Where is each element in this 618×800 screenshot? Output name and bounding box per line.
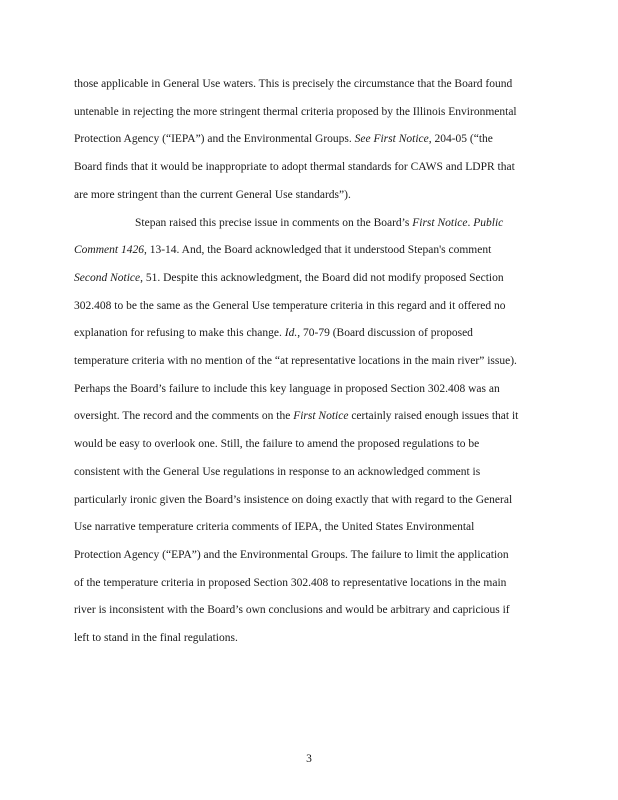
text-line <box>74 354 517 368</box>
text-segment: Stepan raised this precise issue in comments on the Board’s <box>135 217 413 229</box>
text-segment: untenable in rejecting the more stringent thermal criteria proposed by the Illinois Environmental <box>74 106 517 118</box>
text-line <box>74 271 504 285</box>
text-segment: . <box>467 217 474 229</box>
text-line <box>74 326 473 340</box>
text-line <box>74 493 512 507</box>
text-segment: , 51. Despite this acknowledgment, the Board did not modify proposed Section <box>140 272 504 284</box>
text-segment: explanation for refusing to make this change. <box>74 327 285 339</box>
italic-segment: Id. <box>284 327 298 339</box>
text-segment: , 204-05 (“the <box>428 133 493 145</box>
text-line <box>74 160 515 174</box>
text-line <box>74 105 517 119</box>
text-segment: 302.408 to be the same as the General Use temperature criteria in this regard and it offered no <box>74 300 506 312</box>
italic-segment: Comment 1426 <box>74 244 144 256</box>
text-segment: Board finds that it would be inappropriate to adopt thermal standards for CAWS and LDPR that <box>74 161 515 173</box>
text-line <box>74 520 474 534</box>
italic-segment: First Notice <box>293 410 349 422</box>
text-line <box>74 548 509 562</box>
text-line <box>74 132 493 146</box>
text-segment: Perhaps the Board’s failure to include this key language in proposed Section 302.408 was an <box>74 383 500 395</box>
italic-segment: See First Notice <box>354 133 429 145</box>
text-segment: temperature criteria with no mention of the “at representative locations in the main river” issue). <box>74 355 517 367</box>
text-line <box>74 409 518 423</box>
text-line <box>74 382 500 396</box>
text-line <box>74 243 491 257</box>
text-line <box>74 188 351 202</box>
text-segment: would be easy to overlook one. Still, the failure to amend the proposed regulations to be <box>74 438 480 450</box>
text-segment: , 13-14. And, the Board acknowledged that it understood Stepan's comment <box>143 244 492 256</box>
text-line <box>74 299 506 313</box>
text-line <box>74 77 512 91</box>
text-segment: consistent with the General Use regulations in response to an acknowledged comment is <box>74 466 481 478</box>
page-number: 3 <box>306 753 312 765</box>
text-line <box>74 437 479 451</box>
text-line <box>74 631 238 645</box>
text-segment: are more stringent than the current General Use standards”). <box>74 189 351 201</box>
text-line <box>74 603 510 617</box>
italic-segment: Public <box>473 217 504 229</box>
text-segment: certainly raised enough issues that it <box>348 410 519 422</box>
text-segment: Protection Agency (“EPA”) and the Environmental Groups. The failure to limit the application <box>74 549 509 561</box>
text-segment: river is inconsistent with the Board’s own conclusions and would be arbitrary and capricious if <box>74 604 510 616</box>
text-segment: of the temperature criteria in proposed Section 302.408 to representative locations in the main <box>74 577 507 589</box>
text-segment: those applicable in General Use waters. This is precisely the circumstance that the Board found <box>74 78 513 90</box>
text-line <box>74 465 480 479</box>
text-segment: Use narrative temperature criteria comments of IEPA, the United States Environmental <box>74 521 475 533</box>
text-segment: , 70-79 (Board discussion of proposed <box>297 327 473 339</box>
text-line <box>74 576 506 590</box>
text-segment: oversight. The record and the comments on the <box>74 410 294 422</box>
italic-segment: Second Notice <box>74 272 141 284</box>
text-segment: left to stand in the final regulations. <box>74 632 238 644</box>
text-segment: Protection Agency (“IEPA”) and the Environmental Groups. <box>74 133 355 145</box>
text-segment: particularly ironic given the Board’s insistence on doing exactly that with regard to the General <box>74 494 513 506</box>
italic-segment: First Notice <box>412 217 468 229</box>
text-line <box>135 216 503 230</box>
